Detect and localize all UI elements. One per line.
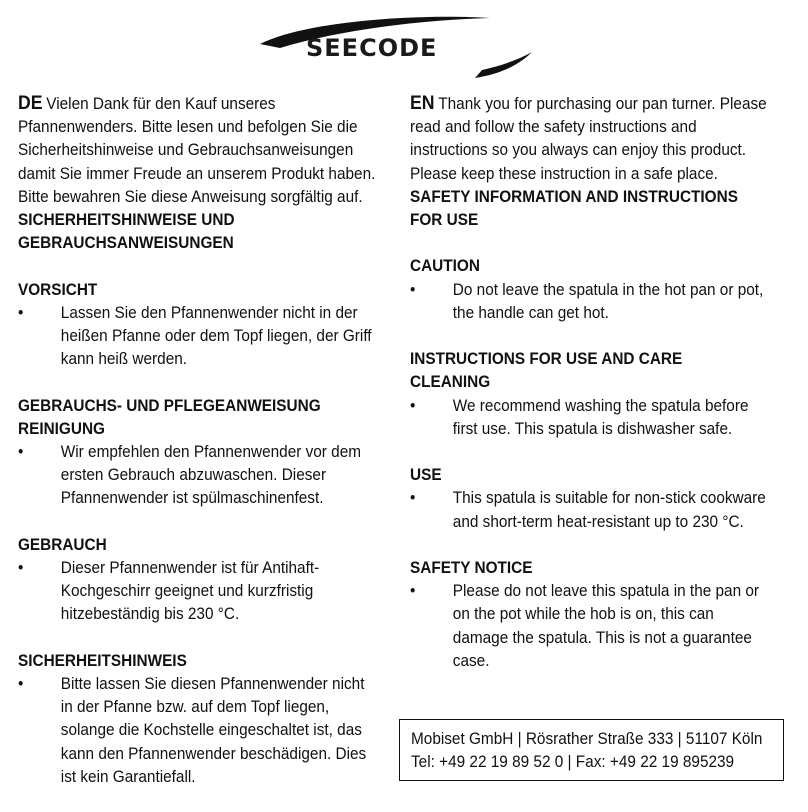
- bullet-icon: •: [410, 396, 416, 415]
- german-column: [18, 92, 379, 789]
- bullet-icon: •: [410, 582, 416, 601]
- section-heading: USE: [410, 466, 442, 485]
- intro-text: Thank you for purchasing our pan turner. Please read and follow the safety instructions and instructions so you always can enjoy this product. Please keep these instruction in a safe place.: [410, 95, 767, 183]
- contact-address: Mobiset GmbH | Rösrather Straße 333 | 51107 Köln: [411, 730, 763, 748]
- contact-phone: Tel: +49 22 19 89 52 0 | Fax: +49 22 19 895239: [411, 753, 735, 772]
- intro-text: Vielen Dank für den Kauf unseres Pfannenwenders. Bitte lesen und befolgen Sie die Sicherheitshinweise und Gebrauchsanweisungen damit Sie immer Freude an unserem Produkt haben. Bitte bewahren Sie diese Anweisung sorgfältig auf.: [18, 95, 376, 206]
- bullet-item: [410, 580, 768, 673]
- english-intro: [410, 92, 768, 232]
- bullet-item: [410, 487, 768, 533]
- brand-logo: [250, 14, 550, 84]
- bullet-item: [18, 557, 379, 627]
- bullet-icon: •: [18, 303, 24, 322]
- bullet-item: [410, 279, 768, 325]
- bullet-text: Wir empfehlen den Pfannenwender vor dem ersten Gebrauch abzuwaschen. Dieser Pfannenwender ist spülmaschinenfest.: [60, 443, 362, 508]
- german-intro: [18, 92, 379, 255]
- bullet-icon: •: [18, 443, 24, 462]
- bullet-icon: •: [410, 280, 416, 299]
- bullet-icon: •: [410, 489, 416, 508]
- language-code: DE: [18, 93, 43, 114]
- english-column: [410, 92, 768, 673]
- section-heading: VORSICHT: [18, 280, 98, 299]
- bullet-text: Please do not leave this spatula in the pan or on the pot while the hob is on, this can damage the spatula. This is not a guarantee case.: [452, 582, 760, 670]
- contact-box: [399, 719, 784, 781]
- bullet-item: [18, 673, 379, 789]
- bullet-icon: •: [18, 559, 24, 578]
- language-code: EN: [410, 93, 435, 114]
- bullet-text: Dieser Pfannenwender ist für Antihaft-Kochgeschirr geeignet und kurzfristig hitzebeständig bis 230 °C.: [60, 559, 320, 624]
- intro-heading: SICHERHEITSHINWEISE UND GEBRAUCHSANWEISUNGEN: [18, 211, 235, 253]
- bullet-item: [410, 395, 768, 441]
- bullet-text: This spatula is suitable for non-stick cookware and short-term heat-resistant up to 230 °C.: [452, 489, 766, 531]
- section-heading: GEBRAUCHS- UND PFLEGEANWEISUNG REINIGUNG: [18, 396, 321, 438]
- bullet-item: [18, 441, 379, 511]
- bullet-text: Bitte lassen Sie diesen Pfannenwender nicht in der Pfanne bzw. auf dem Topf liegen, solange die Kochstelle eingeschaltet ist, das kann den Pfannenwender beschädigen. Dies ist kein Garantiefall.: [60, 675, 367, 786]
- section-heading: CAUTION: [410, 257, 480, 276]
- section-heading: SAFETY NOTICE: [410, 559, 533, 577]
- section-heading: SICHERHEITSHINWEIS: [18, 651, 187, 670]
- bullet-text: We recommend washing the spatula before first use. This spatula is dishwasher safe.: [452, 396, 749, 438]
- bullet-icon: •: [18, 675, 24, 694]
- bullet-text: Lassen Sie den Pfannenwender nicht in der heißen Pfanne oder dem Topf liegen, der Griff kann heiß werden.: [60, 303, 372, 369]
- brand-name: SEECODE: [306, 34, 438, 62]
- intro-heading: SAFETY INFORMATION AND INSTRUCTIONS FOR USE: [410, 187, 738, 230]
- section-heading: GEBRAUCH: [18, 535, 107, 554]
- bullet-item: [18, 302, 379, 372]
- bullet-text: Do not leave the spatula in the hot pan or pot, the handle can get hot.: [452, 280, 764, 322]
- section-heading: INSTRUCTIONS FOR USE AND CARE CLEANING: [410, 350, 683, 392]
